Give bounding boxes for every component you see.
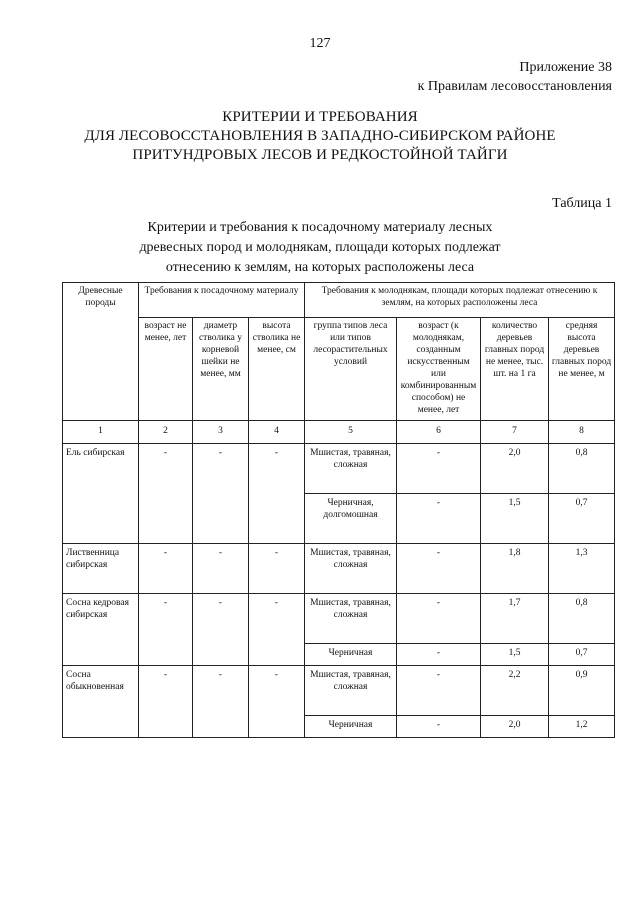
title-line-1: КРИТЕРИИ И ТРЕБОВАНИЯ: [222, 109, 418, 125]
table-title: [0, 218, 640, 278]
planting-height-cell: -: [249, 666, 305, 738]
table-title-line-1: Критерии и требования к посадочному материалу лесных: [147, 220, 493, 235]
young-age-cell: -: [397, 494, 481, 544]
header-col-7: количество деревьев главных пород не менее, тыс. шт. на 1 га: [481, 318, 549, 421]
document-title: [0, 108, 640, 165]
planting-diameter-cell: -: [193, 444, 249, 544]
species-cell: Сосна кедровая сибирская: [63, 594, 139, 666]
header-col-5: группа типов леса или типов лесорастительных условий: [305, 318, 397, 421]
appendix-line-2: к Правилам лесовосстановления: [417, 79, 612, 94]
appendix-reference: [418, 58, 612, 96]
forest-type-cell: Черничная: [305, 716, 397, 738]
planting-height-cell: -: [249, 594, 305, 666]
young-age-cell: -: [397, 666, 481, 716]
species-cell: Ель сибирская: [63, 444, 139, 544]
column-number: 2: [139, 421, 193, 444]
mean-height-cell: 0,9: [549, 666, 615, 716]
mean-height-cell: 1,2: [549, 716, 615, 738]
column-number: 3: [193, 421, 249, 444]
planting-height-cell: -: [249, 544, 305, 594]
mean-height-cell: 0,7: [549, 644, 615, 666]
criteria-table: [62, 282, 615, 738]
tree-count-cell: 2,2: [481, 666, 549, 716]
column-number: 8: [549, 421, 615, 444]
tree-count-cell: 2,0: [481, 716, 549, 738]
column-number: 4: [249, 421, 305, 444]
species-cell: Лиственница сибирская: [63, 544, 139, 594]
planting-age-cell: -: [139, 544, 193, 594]
mean-height-cell: 1,3: [549, 544, 615, 594]
header-species: Древесные породы: [63, 283, 139, 421]
column-number: 7: [481, 421, 549, 444]
table-row: [63, 594, 615, 644]
table-subheader-row: [63, 318, 615, 421]
tree-count-cell: 1,7: [481, 594, 549, 644]
young-age-cell: -: [397, 716, 481, 738]
table-title-line-3: отнесению к землям, на которых расположены леса: [165, 260, 475, 275]
forest-type-cell: Мшистая, травяная, сложная: [305, 594, 397, 644]
forest-type-cell: Мшистая, травяная, сложная: [305, 444, 397, 494]
planting-age-cell: -: [139, 594, 193, 666]
planting-age-cell: -: [139, 666, 193, 738]
table-row: [63, 444, 615, 494]
planting-height-cell: -: [249, 444, 305, 544]
planting-diameter-cell: -: [193, 666, 249, 738]
column-number: 5: [305, 421, 397, 444]
header-col-2: возраст не менее, лет: [139, 318, 193, 421]
header-col-4: высота стволика не менее, см: [249, 318, 305, 421]
header-col-8: средняя высота деревьев главных пород не менее, м: [549, 318, 615, 421]
table-row: [63, 666, 615, 716]
forest-type-cell: Черничная: [305, 644, 397, 666]
table-label: Таблица 1: [552, 196, 612, 211]
column-number-row: [63, 421, 615, 444]
young-age-cell: -: [397, 644, 481, 666]
forest-type-cell: Черничная, долгомошная: [305, 494, 397, 544]
appendix-line-1: Приложение 38: [519, 60, 612, 75]
tree-count-cell: 1,5: [481, 494, 549, 544]
young-age-cell: -: [397, 444, 481, 494]
planting-age-cell: -: [139, 444, 193, 544]
column-number: 1: [63, 421, 139, 444]
species-cell: Сосна обыкновенная: [63, 666, 139, 738]
young-age-cell: -: [397, 594, 481, 644]
forest-type-cell: Мшистая, травяная, сложная: [305, 666, 397, 716]
planting-diameter-cell: -: [193, 594, 249, 666]
young-age-cell: -: [397, 544, 481, 594]
column-number: 6: [397, 421, 481, 444]
header-col-3: диаметр стволика у корневой шейки не менее, мм: [193, 318, 249, 421]
planting-diameter-cell: -: [193, 544, 249, 594]
table-title-line-2: древесных пород и молоднякам, площади которых подлежат: [139, 240, 501, 255]
tree-count-cell: 1,8: [481, 544, 549, 594]
tree-count-cell: 1,5: [481, 644, 549, 666]
page-number: 127: [309, 36, 331, 51]
tree-count-cell: 2,0: [481, 444, 549, 494]
mean-height-cell: 0,8: [549, 594, 615, 644]
title-line-3: ПРИТУНДРОВЫХ ЛЕСОВ И РЕДКОСТОЙНОЙ ТАЙГИ: [132, 147, 508, 163]
mean-height-cell: 0,7: [549, 494, 615, 544]
mean-height-cell: 0,8: [549, 444, 615, 494]
table-row: [63, 544, 615, 594]
header-col-6: возраст (к молоднякам, созданным искусственным или комбинированным способом) не менее, лет: [397, 318, 481, 421]
title-line-2: ДЛЯ ЛЕСОВОССТАНОВЛЕНИЯ В ЗАПАДНО-СИБИРСКОМ РАЙОНЕ: [84, 128, 556, 144]
header-young-stands: Требования к молоднякам, площади которых подлежат отнесению к землям, на которых расположены леса: [305, 283, 615, 318]
forest-type-cell: Мшистая, травяная, сложная: [305, 544, 397, 594]
header-planting-material: Требования к посадочному материалу: [139, 283, 305, 318]
table-header-row: [63, 283, 615, 318]
